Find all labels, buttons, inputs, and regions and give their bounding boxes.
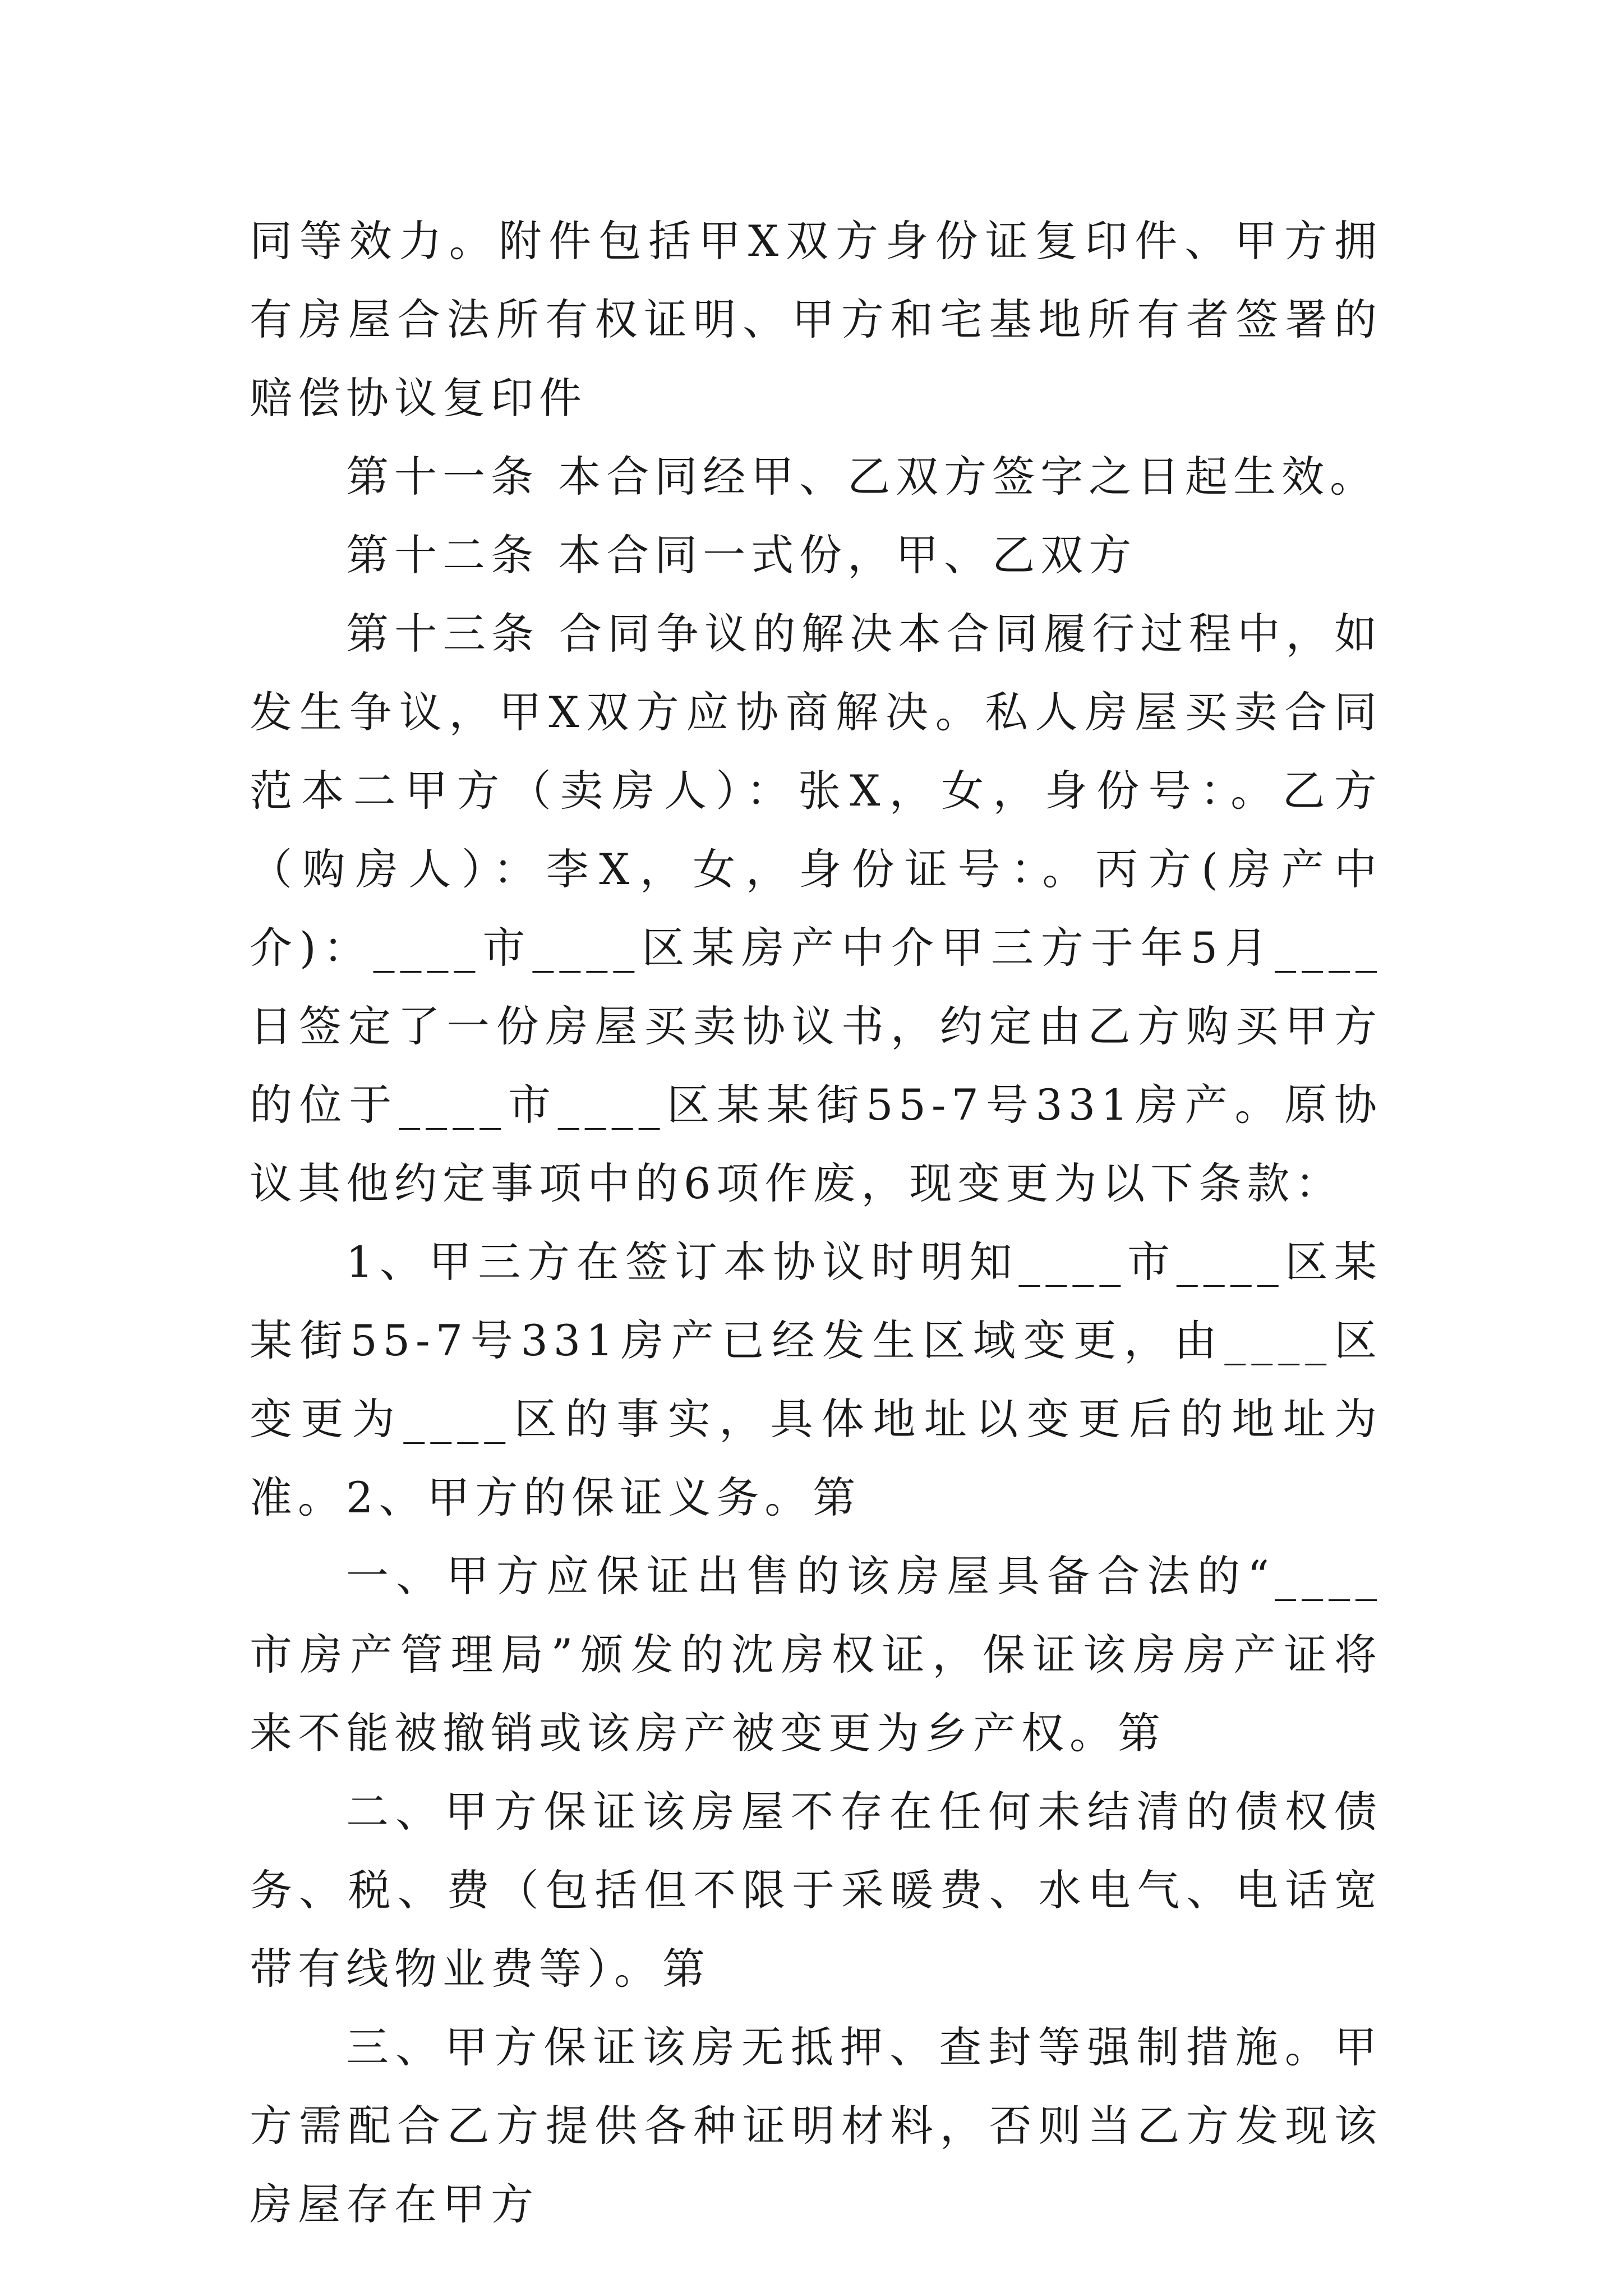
paragraph-article-13: 第十三条 合同争议的解决本合同履行过程中，如发生争议，甲X双方应协商解决。私人房屋买卖合同范本二甲方（卖房人）：张X，女，身份号：。乙方（购房人）：李X，女，身份证号：。丙方(房产中介)：____市____区某房产中介甲三方于年5月____日签定了一份房屋买卖协议书，约定由乙方购买甲方的位于____市____区某某街55-7号331房产。原协议其他约定事项中的6项作废，现变更为以下条款： bbox=[250, 609, 1382, 1208]
paragraph-guarantee-3: 三、甲方保证该房无抵押、查封等强制措施。甲方需配合乙方提供各种证明材料，否则当乙方发现该房屋存在甲方 bbox=[250, 2022, 1382, 2229]
paragraph-article-12: 第十二条 本合同一式份，甲、乙双方 bbox=[346, 530, 1137, 580]
paragraph-article-11: 第十一条 本合同经甲、乙双方签字之日起生效。 bbox=[346, 452, 1378, 501]
paragraph-clause-1: 1、甲三方在签订本协议时明知____市____区某某街55-7号331房产已经发生区域变更，由____区变更为____区的事实，具体地址以变更后的地址为准。2、甲方的保证义务。第 bbox=[250, 1237, 1382, 1522]
paragraph-guarantee-2: 二、甲方保证该房屋不存在任何未结清的债权债务、税、费（包括但不限于采暖费、水电气、电话宽带有线物业费等）。第 bbox=[250, 1787, 1382, 1994]
paragraph-attachments: 同等效力。附件包括甲X双方身份证复印件、甲方拥有房屋合法所有权证明、甲方和宅基地所有者签署的赔偿协议复印件 bbox=[250, 216, 1382, 423]
paragraph-guarantee-1: 一、甲方应保证出售的该房屋具备合法的“____市房产管理局”颁发的沈房权证，保证该房房产证将来不能被撤销或该房产被变更为乡产权。第 bbox=[250, 1551, 1382, 1758]
document-body bbox=[250, 202, 1382, 2244]
